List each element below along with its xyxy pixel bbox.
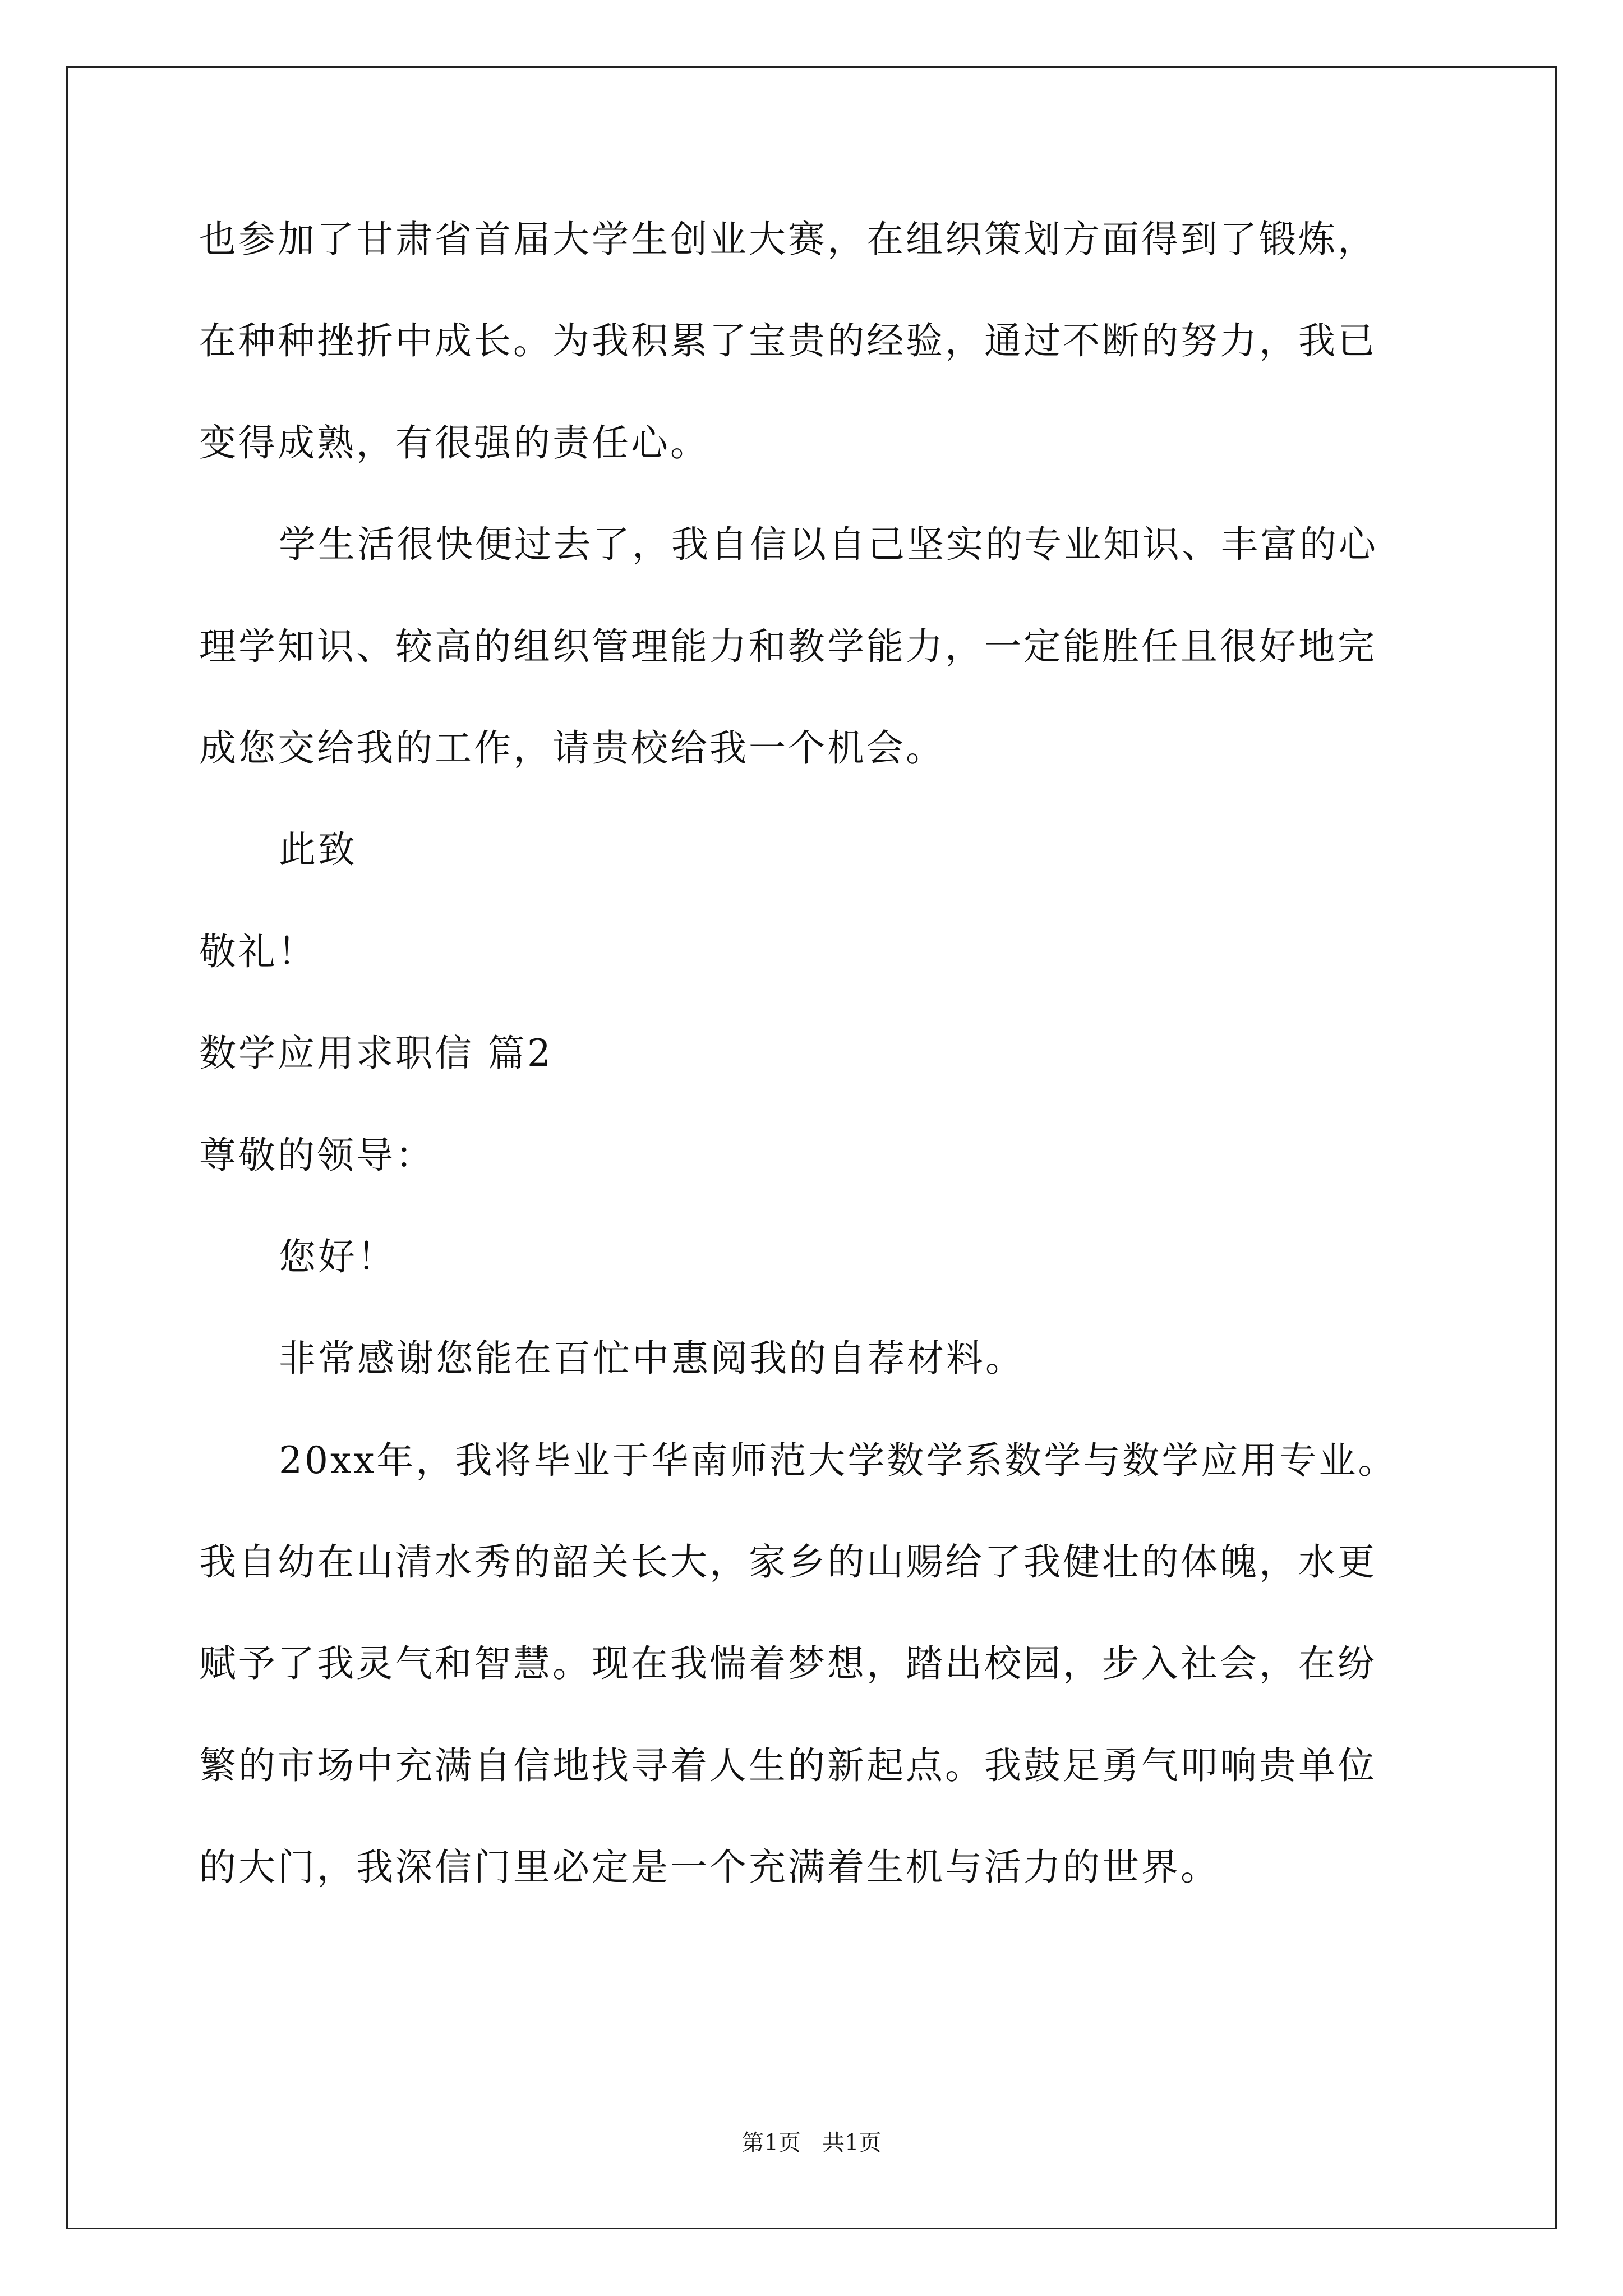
salutation-line: 敬礼！ bbox=[199, 930, 317, 973]
document-body bbox=[199, 209, 1506, 1939]
body-line: 理学知识、较高的组织管理能力和教学能力，一定能胜任且很好地完 bbox=[199, 624, 1377, 668]
body-line: 繁的市场中充满自信地找寻着人生的新起点。我鼓足勇气叩响贵单位 bbox=[199, 1743, 1377, 1787]
page-number-footer: 第1页 共1页 bbox=[741, 2130, 882, 2156]
body-line: 也参加了甘肃省首届大学生创业大赛，在组织策划方面得到了锻炼， bbox=[199, 218, 1377, 261]
body-line: 我自幼在山清水秀的韶关长大，家乡的山赐给了我健壮的体魄，水更 bbox=[199, 1540, 1377, 1584]
greeting-addressee: 尊敬的领导： bbox=[199, 1133, 435, 1177]
body-line: 20xx年，我将毕业于华南师范大学数学系数学与数学应用专业。 bbox=[279, 1438, 1398, 1482]
body-line: 在种种挫折中成长。为我积累了宝贵的经验，通过不断的努力，我已 bbox=[199, 319, 1377, 363]
closing-line: 此致 bbox=[279, 828, 357, 872]
section-heading: 数学应用求职信 篇2 bbox=[199, 1032, 553, 1075]
greeting-line: 您好！ bbox=[279, 1235, 396, 1278]
body-line: 成您交给我的工作，请贵校给我一个机会。 bbox=[199, 726, 945, 770]
body-line: 的大门，我深信门里必定是一个充满着生机与活力的世界。 bbox=[199, 1846, 1220, 1889]
body-line: 学生活很快便过去了，我自信以自己坚实的专业知识、丰富的心 bbox=[279, 523, 1378, 567]
body-line: 变得成熟，有很强的责任心。 bbox=[199, 421, 709, 464]
body-line: 赋予了我灵气和智慧。现在我惴着梦想，踏出校园，步入社会，在纷 bbox=[199, 1642, 1377, 1686]
body-line: 非常感谢您能在百忙中惠阅我的自荐材料。 bbox=[279, 1337, 1025, 1381]
